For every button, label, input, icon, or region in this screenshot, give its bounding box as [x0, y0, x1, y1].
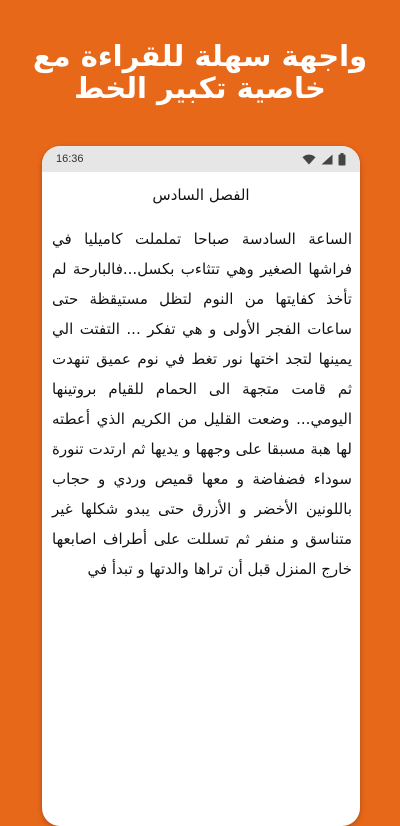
- status-icons: [302, 153, 346, 166]
- wifi-icon: [302, 154, 316, 165]
- promo-headline-line2: خاصية تكبير الخط: [74, 71, 326, 105]
- chapter-body-text[interactable]: الساعة السادسة صباحا تململت كاميليا في فراشها الصغير وهي تتثاءب بكسل...فالبارحة لم تأخذ كفايتها من النوم لتظل مستيقظة حتى ساعات الفجر الأولى و هي تفكر ... التفتت الي يمينها لتجد اختها نور تغط في نوم عميق تنهدت ثم قامت متجهة الى الحمام للقيام بروتينها اليومي... وضعت القليل من الكريم الذي أعطته لها هبة مسبقا على وجهها و يديها ثم ارتدت تنورة سوداء فضفاضة و معها قميص وردي و حجاب باللونين الأخضر و الأزرق حتى يبدو شكلها غير متناسق و منفر ثم تسللت على أطراف اصابعها خارج المنزل قبل أن تراها والدتها و تبدأ في: [52, 230, 352, 578]
- signal-icon: [321, 154, 333, 165]
- battery-icon: [338, 153, 346, 166]
- promo-headline-line1: واجهة سهلة للقراءة مع: [32, 39, 368, 73]
- status-bar: [42, 146, 360, 172]
- chapter-title: الفصل السادس: [152, 186, 250, 204]
- phone-frame: [42, 146, 360, 826]
- status-time: 16:36: [56, 153, 84, 165]
- promo-headline: [0, 40, 400, 104]
